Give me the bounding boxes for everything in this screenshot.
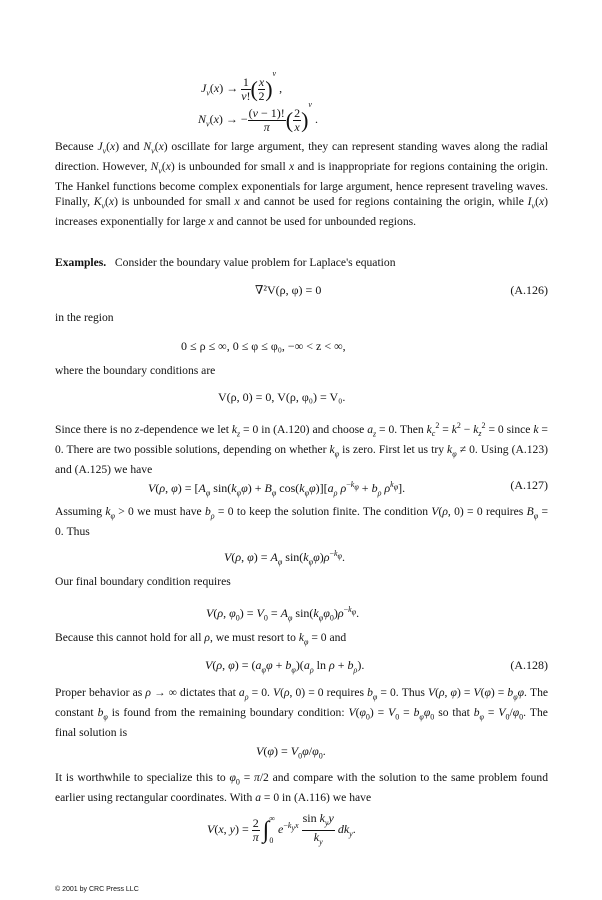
paragraph-proper-behavior: Proper behavior as ρ → ∞ dictates that $a_\rho = 0$. V(ρ, 0) = 0 requires $b_\varphi = 0$. Thus V(ρ, $\varphi) = V(\varphi) = b_\varphi\varphi$. The constant $b_\varphi$ is found from the remaining boundary condition: $V(\varphi_0) = V_0 = b_\varphi\varphi_0$ so that $b_\varphi = V_0/\varphi_0$. The final solution is — [55, 686, 549, 739]
equation-number-a127: (A.127) — [510, 478, 548, 492]
paragraph-cannot-hold: Because this cannot hold for all ρ, we must resort to $k_\varphi = 0$ and — [55, 631, 347, 647]
examples-heading: Examples. — [55, 256, 107, 269]
paragraph-specialize: It is worthwhile to specialize this to $\varphi_0 = \pi/2$ and compare with the solution to the same problem found earlier using rectangular coordinates. With a = 0 in (A.116) we have — [55, 771, 548, 804]
equation-number-a126: (A.126) — [510, 283, 548, 297]
equation-laplace: ∇²V(ρ, φ) = 0 — [255, 283, 322, 297]
equation-general-solution: V(ρ, $\varphi) = [A_\varphi$ $\sin(k_\varphi\varphi) + B_\varphi$ $\cos(k_\varphi\varphi)][a_\rho$ $\rho^{-k_\varphi} + b_\rho$ $\rho^{k_\varphi}$]. — [148, 480, 406, 498]
paragraph-final-bc-intro: Our final boundary condition requires — [55, 575, 231, 588]
equation-final-bc: V(ρ, $\varphi_0) = V_0 = A_\varphi$ $\sin(k_\varphi\varphi_0)\rho^{-k_\varphi}$. — [206, 605, 360, 623]
equation-boundary-conditions: V(ρ, 0) = 0, V(ρ, φ₀) = V₀. — [218, 390, 346, 404]
copyright-footer: © 2001 by CRC Press LLC — [55, 886, 139, 893]
equation-rectangular-solution: V(x, y) = $\frac{2}{\pi}$ $\int_0^\infty$ $e^{-k_yx}$ $\frac{\sin k_yy}{k_y}$ $dk_y$. — [207, 811, 356, 847]
paragraph-no-z-dependence: Since there is no z-dependence we let $k_z = 0$ in (A.120) and choose $a_z = 0$. Then $k_c^2 = k^2 - k_z^2 = 0$ since k = 0. There are two possible solutions, depending on whether $k_\varphi$ is zero. First let us try $k_\varphi \ne 0$. Using (A.123) and (A.125) we have — [55, 421, 548, 476]
paragraph-bessel-behavior: Because $J_\nu(x)$ and $N_\nu(x)$ oscillate for large argument, they can represent standing waves along the radial direction. However, $N_\nu(x)$ is unbounded for small x and is inappropriate for regions containing the origin. The Hankel functions become complex exponentials for large argument, hence represent traveling waves. Finally, $K_\nu(x)$ is unbounded for small x and cannot be used for regions containing the origin, while $I_\nu(x)$ increases exponentially for large x and cannot be used for unbounded regions. — [55, 140, 548, 229]
equation-number-a128: (A.128) — [510, 658, 548, 672]
paragraph-examples-intro — [55, 255, 548, 271]
equation-final-solution: $V(\varphi) = V_0\varphi/\varphi_0$. — [256, 744, 326, 761]
paragraph-boundary-intro: where the boundary conditions are — [55, 364, 216, 377]
equation-k-zero-solution: V(ρ, $\varphi) = (a_\varphi\varphi + b_\varphi)(a_\rho$ $\ln \rho + b_\rho$). — [205, 658, 365, 675]
paragraph-assuming-k: Assuming $k_\varphi > 0$ we must have $b_\rho = 0$ to keep the solution finite. The condition V(ρ, 0) = 0 requires $B_\varphi = 0$. Thus — [55, 505, 548, 538]
equation-bessel-j-limit: $J_\nu(x)$ → $\frac{1}{\nu!}$ ( $\frac{x}{2}$ )$^\nu$ , — [201, 69, 283, 103]
paragraph-in-region: in the region — [55, 311, 114, 324]
equation-bessel-n-limit: $N_\nu(x)$ → − $\frac{(\nu - 1)!}{\pi}$ ( $\frac{2}{x}$ )$^\nu$ . — [198, 100, 318, 134]
equation-region: 0 ≤ ρ ≤ ∞, 0 ≤ φ ≤ φ₀, −∞ < z < ∞, — [181, 339, 346, 353]
examples-intro-text: Consider the boundary value problem for Laplace's equation — [114, 256, 396, 269]
equation-reduced-solution: V(ρ, $\varphi) = A_\varphi$ $\sin(k_\varphi\varphi)\rho^{-k_\varphi}$. — [224, 549, 345, 567]
